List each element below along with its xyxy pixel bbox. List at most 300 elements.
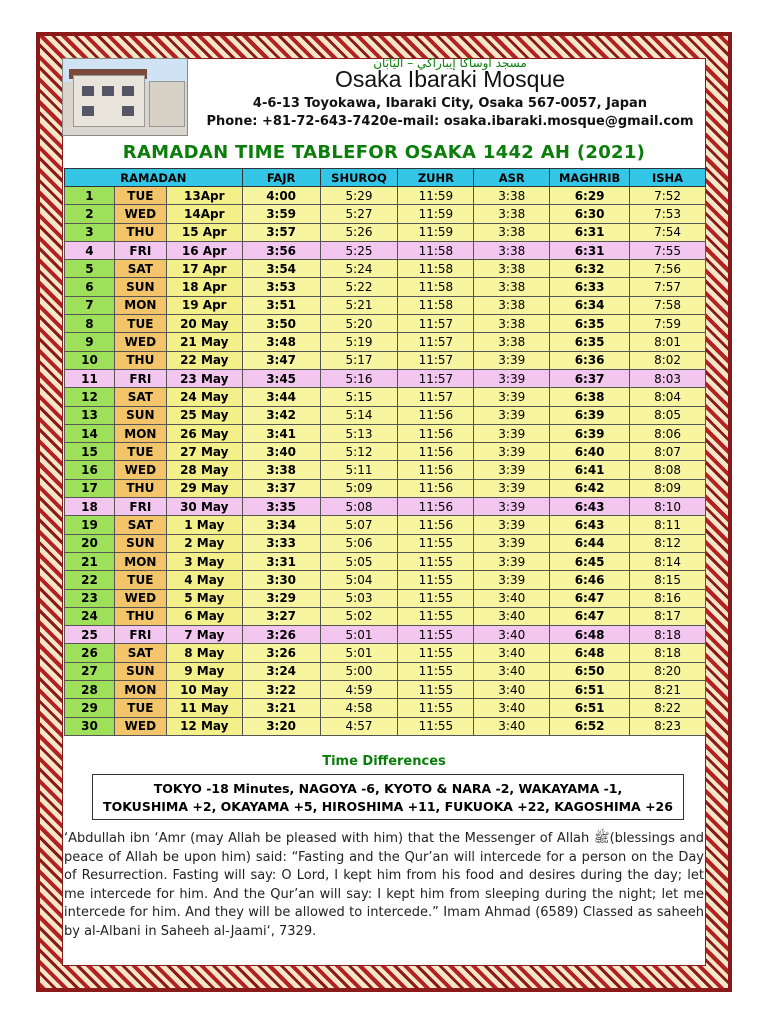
weekday: THU [114, 607, 166, 625]
table-row [65, 443, 706, 461]
day-number: 6 [65, 278, 115, 296]
weekday: FRI [114, 498, 166, 516]
isha-time: 8:08 [630, 461, 706, 479]
maghrib-time: 6:48 [550, 626, 630, 644]
timetable [64, 168, 706, 736]
weekday: MON [114, 296, 166, 314]
weekday: MON [114, 681, 166, 699]
isha-time: 8:01 [630, 333, 706, 351]
table-row [65, 681, 706, 699]
asr-time: 3:38 [474, 187, 550, 205]
maghrib-time: 6:47 [550, 589, 630, 607]
day-number: 8 [65, 315, 115, 333]
fajr-time: 3:59 [242, 205, 320, 223]
fajr-time: 3:38 [242, 461, 320, 479]
date: 26 May [166, 424, 242, 442]
weekday: TUE [114, 443, 166, 461]
zuhr-time: 11:55 [398, 681, 474, 699]
asr-time: 3:39 [474, 424, 550, 442]
asr-time: 3:40 [474, 626, 550, 644]
zuhr-time: 11:55 [398, 662, 474, 680]
maghrib-time: 6:39 [550, 424, 630, 442]
weekday: SUN [114, 406, 166, 424]
date: 7 May [166, 626, 242, 644]
day-number: 3 [65, 223, 115, 241]
fajr-time: 3:54 [242, 260, 320, 278]
weekday: SAT [114, 388, 166, 406]
shuroq-time: 4:58 [320, 699, 398, 717]
timetable-header-row [65, 169, 706, 187]
shuroq-time: 5:04 [320, 571, 398, 589]
day-number: 29 [65, 699, 115, 717]
shuroq-time: 4:57 [320, 717, 398, 735]
timetable-title: RAMADAN TIME TABLEFOR OSAKA 1442 AH (2021) [122, 142, 646, 163]
fajr-time: 3:21 [242, 699, 320, 717]
asr-time: 3:40 [474, 589, 550, 607]
maghrib-time: 6:38 [550, 388, 630, 406]
maghrib-time: 6:41 [550, 461, 630, 479]
maghrib-time: 6:52 [550, 717, 630, 735]
table-row [65, 351, 706, 369]
arabic-mosque-name: مسجد أوساكا إيباراكي – اليَابَان [373, 56, 527, 70]
shuroq-time: 5:17 [320, 351, 398, 369]
fajr-time: 3:50 [242, 315, 320, 333]
zuhr-time: 11:56 [398, 516, 474, 534]
header-zuhr: ZUHR [398, 169, 474, 187]
shuroq-time: 5:05 [320, 552, 398, 570]
fajr-time: 3:33 [242, 534, 320, 552]
date: 25 May [166, 406, 242, 424]
time-differences-title: Time Differences [322, 754, 446, 769]
table-row [65, 388, 706, 406]
table-row [65, 552, 706, 570]
isha-time: 8:10 [630, 498, 706, 516]
date: 20 May [166, 315, 242, 333]
asr-time: 3:39 [474, 571, 550, 589]
fajr-time: 3:30 [242, 571, 320, 589]
zuhr-time: 11:57 [398, 388, 474, 406]
isha-time: 8:11 [630, 516, 706, 534]
isha-time: 8:04 [630, 388, 706, 406]
date: 11 May [166, 699, 242, 717]
fajr-time: 3:45 [242, 369, 320, 387]
isha-time: 8:02 [630, 351, 706, 369]
table-row [65, 461, 706, 479]
fajr-time: 3:57 [242, 223, 320, 241]
day-number: 1 [65, 187, 115, 205]
shuroq-time: 5:09 [320, 479, 398, 497]
asr-time: 3:39 [474, 461, 550, 479]
day-number: 12 [65, 388, 115, 406]
day-number: 16 [65, 461, 115, 479]
weekday: FRI [114, 626, 166, 644]
timetable-body [65, 187, 706, 736]
shuroq-time: 5:29 [320, 187, 398, 205]
weekday: WED [114, 589, 166, 607]
weekday: WED [114, 333, 166, 351]
header-maghrib: MAGHRIB [550, 169, 630, 187]
maghrib-time: 6:39 [550, 406, 630, 424]
date: 19 Apr [166, 296, 242, 314]
hadith-text: ‘Abdullah ibn ‘Amr (may Allah be pleased with him) that the Messenger of Allah ﷺ(blessings and peace of Allah be upon him) said: “Fasting and the Qur’an will intercede for a person on the Day of Resurrection. Fasting will say: O Lord, I kept him from his food and desires during the day; let me intercede for him. And the Qur’an will say: I kept him from sleeping during the night; let me intercede for him. And they will be allowed to intercede.” Imam Ahmad (6589) Classed as saheeh by al-Albani in Saheeh al-Jaami‘, 7329. [64, 831, 704, 939]
isha-time: 8:23 [630, 717, 706, 735]
shuroq-time: 5:16 [320, 369, 398, 387]
asr-time: 3:40 [474, 662, 550, 680]
table-row [65, 296, 706, 314]
table-row [65, 498, 706, 516]
weekday: WED [114, 717, 166, 735]
date: 30 May [166, 498, 242, 516]
maghrib-time: 6:31 [550, 241, 630, 259]
shuroq-time: 5:25 [320, 241, 398, 259]
fajr-time: 3:40 [242, 443, 320, 461]
table-row [65, 333, 706, 351]
asr-time: 3:38 [474, 315, 550, 333]
table-row [65, 260, 706, 278]
date: 10 May [166, 681, 242, 699]
shuroq-time: 5:06 [320, 534, 398, 552]
date: 8 May [166, 644, 242, 662]
maghrib-time: 6:32 [550, 260, 630, 278]
isha-time: 8:16 [630, 589, 706, 607]
day-number: 17 [65, 479, 115, 497]
zuhr-time: 11:58 [398, 260, 474, 278]
weekday: FRI [114, 369, 166, 387]
zuhr-time: 11:58 [398, 278, 474, 296]
asr-time: 3:39 [474, 552, 550, 570]
day-number: 22 [65, 571, 115, 589]
header-shuroq: SHUROQ [320, 169, 398, 187]
date: 23 May [166, 369, 242, 387]
isha-time: 8:18 [630, 626, 706, 644]
weekday: TUE [114, 571, 166, 589]
shuroq-time: 5:11 [320, 461, 398, 479]
maghrib-time: 6:43 [550, 516, 630, 534]
asr-time: 3:39 [474, 369, 550, 387]
isha-time: 8:03 [630, 369, 706, 387]
table-row [65, 424, 706, 442]
zuhr-time: 11:55 [398, 644, 474, 662]
mosque-photo [62, 58, 188, 136]
isha-time: 8:18 [630, 644, 706, 662]
zuhr-time: 11:55 [398, 717, 474, 735]
table-row [65, 479, 706, 497]
date: 2 May [166, 534, 242, 552]
zuhr-time: 11:56 [398, 479, 474, 497]
fajr-time: 3:34 [242, 516, 320, 534]
date: 6 May [166, 607, 242, 625]
isha-time: 8:21 [630, 681, 706, 699]
maghrib-time: 6:33 [550, 278, 630, 296]
weekday: SUN [114, 278, 166, 296]
day-number: 9 [65, 333, 115, 351]
date: 15 Apr [166, 223, 242, 241]
zuhr-time: 11:57 [398, 315, 474, 333]
date: 27 May [166, 443, 242, 461]
day-number: 11 [65, 369, 115, 387]
fajr-time: 3:44 [242, 388, 320, 406]
fajr-time: 3:24 [242, 662, 320, 680]
day-number: 20 [65, 534, 115, 552]
shuroq-time: 5:21 [320, 296, 398, 314]
photo-building [73, 75, 145, 127]
day-number: 2 [65, 205, 115, 223]
asr-time: 3:39 [474, 516, 550, 534]
date: 18 Apr [166, 278, 242, 296]
weekday: THU [114, 351, 166, 369]
fajr-time: 3:42 [242, 406, 320, 424]
weekday: MON [114, 424, 166, 442]
table-row [65, 662, 706, 680]
table-row [65, 369, 706, 387]
day-number: 19 [65, 516, 115, 534]
maghrib-time: 6:35 [550, 333, 630, 351]
fajr-time: 3:41 [242, 424, 320, 442]
isha-time: 8:15 [630, 571, 706, 589]
zuhr-time: 11:56 [398, 461, 474, 479]
day-number: 25 [65, 626, 115, 644]
day-number: 24 [65, 607, 115, 625]
asr-time: 3:40 [474, 681, 550, 699]
table-row [65, 278, 706, 296]
maghrib-time: 6:42 [550, 479, 630, 497]
weekday: SAT [114, 644, 166, 662]
asr-time: 3:40 [474, 717, 550, 735]
zuhr-time: 11:55 [398, 571, 474, 589]
asr-time: 3:39 [474, 351, 550, 369]
day-number: 27 [65, 662, 115, 680]
date: 16 Apr [166, 241, 242, 259]
asr-time: 3:38 [474, 241, 550, 259]
maghrib-time: 6:35 [550, 315, 630, 333]
zuhr-time: 11:57 [398, 369, 474, 387]
date: 21 May [166, 333, 242, 351]
mosque-address: 4-6-13 Toyokawa, Ibaraki City, Osaka 567-0057, Japan [252, 96, 648, 111]
fajr-time: 3:37 [242, 479, 320, 497]
asr-time: 3:38 [474, 333, 550, 351]
isha-time: 8:05 [630, 406, 706, 424]
day-number: 14 [65, 424, 115, 442]
fajr-time: 3:31 [242, 552, 320, 570]
weekday: WED [114, 461, 166, 479]
date: 13Apr [166, 187, 242, 205]
fajr-time: 3:26 [242, 626, 320, 644]
time-differences-line: TOKYO -18 Minutes, NAGOYA -6, KYOTO & NARA -2, WAKAYAMA -1, [153, 781, 623, 796]
weekday: SAT [114, 260, 166, 278]
isha-time: 7:58 [630, 296, 706, 314]
weekday: THU [114, 223, 166, 241]
shuroq-time: 5:12 [320, 443, 398, 461]
shuroq-time: 5:20 [320, 315, 398, 333]
day-number: 21 [65, 552, 115, 570]
date: 17 Apr [166, 260, 242, 278]
weekday: TUE [114, 699, 166, 717]
maghrib-time: 6:46 [550, 571, 630, 589]
shuroq-time: 5:02 [320, 607, 398, 625]
maghrib-time: 6:45 [550, 552, 630, 570]
date: 3 May [166, 552, 242, 570]
isha-time: 8:07 [630, 443, 706, 461]
shuroq-time: 5:01 [320, 644, 398, 662]
shuroq-time: 5:19 [320, 333, 398, 351]
zuhr-time: 11:56 [398, 498, 474, 516]
day-number: 28 [65, 681, 115, 699]
day-number: 15 [65, 443, 115, 461]
table-row [65, 534, 706, 552]
maghrib-time: 6:48 [550, 644, 630, 662]
table-row [65, 223, 706, 241]
date: 29 May [166, 479, 242, 497]
zuhr-time: 11:55 [398, 607, 474, 625]
isha-time: 7:57 [630, 278, 706, 296]
maghrib-time: 6:36 [550, 351, 630, 369]
day-number: 30 [65, 717, 115, 735]
fajr-time: 4:00 [242, 187, 320, 205]
isha-time: 7:54 [630, 223, 706, 241]
asr-time: 3:40 [474, 644, 550, 662]
day-number: 23 [65, 589, 115, 607]
weekday: SUN [114, 662, 166, 680]
isha-time: 8:14 [630, 552, 706, 570]
table-row [65, 241, 706, 259]
asr-time: 3:39 [474, 406, 550, 424]
fajr-time: 3:56 [242, 241, 320, 259]
maghrib-time: 6:50 [550, 662, 630, 680]
asr-time: 3:40 [474, 607, 550, 625]
table-row [65, 644, 706, 662]
fajr-time: 3:22 [242, 681, 320, 699]
date: 9 May [166, 662, 242, 680]
zuhr-time: 11:57 [398, 351, 474, 369]
weekday: SAT [114, 516, 166, 534]
photo-window [102, 86, 114, 96]
isha-time: 8:06 [630, 424, 706, 442]
photo-window [122, 86, 134, 96]
isha-time: 7:52 [630, 187, 706, 205]
asr-time: 3:39 [474, 479, 550, 497]
table-row [65, 571, 706, 589]
fajr-time: 3:48 [242, 333, 320, 351]
time-differences-line: TOKUSHIMA +2, OKAYAMA +5, HIROSHIMA +11, FUKUOKA +22, KAGOSHIMA +26 [103, 799, 673, 814]
date: 4 May [166, 571, 242, 589]
header-fajr: FAJR [242, 169, 320, 187]
zuhr-time: 11:55 [398, 534, 474, 552]
zuhr-time: 11:58 [398, 241, 474, 259]
zuhr-time: 11:56 [398, 424, 474, 442]
maghrib-time: 6:47 [550, 607, 630, 625]
maghrib-time: 6:34 [550, 296, 630, 314]
date: 28 May [166, 461, 242, 479]
shuroq-time: 5:27 [320, 205, 398, 223]
table-row [65, 516, 706, 534]
isha-time: 8:09 [630, 479, 706, 497]
fajr-time: 3:35 [242, 498, 320, 516]
maghrib-time: 6:51 [550, 681, 630, 699]
zuhr-time: 11:58 [398, 296, 474, 314]
zuhr-time: 11:56 [398, 406, 474, 424]
weekday: TUE [114, 187, 166, 205]
fajr-time: 3:51 [242, 296, 320, 314]
date: 22 May [166, 351, 242, 369]
asr-time: 3:39 [474, 443, 550, 461]
fajr-time: 3:26 [242, 644, 320, 662]
asr-time: 3:38 [474, 223, 550, 241]
asr-time: 3:38 [474, 260, 550, 278]
asr-time: 3:39 [474, 388, 550, 406]
shuroq-time: 5:22 [320, 278, 398, 296]
zuhr-time: 11:55 [398, 626, 474, 644]
shuroq-time: 4:59 [320, 681, 398, 699]
header-ramadan: RAMADAN [65, 169, 243, 187]
table-row [65, 406, 706, 424]
zuhr-time: 11:59 [398, 205, 474, 223]
maghrib-time: 6:31 [550, 223, 630, 241]
table-row [65, 205, 706, 223]
shuroq-time: 5:13 [320, 424, 398, 442]
date: 14Apr [166, 205, 242, 223]
weekday: THU [114, 479, 166, 497]
asr-time: 3:40 [474, 699, 550, 717]
time-differences-box [92, 774, 684, 820]
asr-time: 3:39 [474, 534, 550, 552]
date: 5 May [166, 589, 242, 607]
isha-time: 7:56 [630, 260, 706, 278]
isha-time: 8:17 [630, 607, 706, 625]
shuroq-time: 5:08 [320, 498, 398, 516]
isha-time: 8:22 [630, 699, 706, 717]
photo-neighbor-building [149, 81, 185, 127]
zuhr-time: 11:59 [398, 187, 474, 205]
asr-time: 3:38 [474, 205, 550, 223]
day-number: 13 [65, 406, 115, 424]
photo-window [82, 106, 94, 116]
weekday: FRI [114, 241, 166, 259]
shuroq-time: 5:00 [320, 662, 398, 680]
fajr-time: 3:53 [242, 278, 320, 296]
day-number: 18 [65, 498, 115, 516]
fajr-time: 3:27 [242, 607, 320, 625]
day-number: 26 [65, 644, 115, 662]
date: 1 May [166, 516, 242, 534]
maghrib-time: 6:29 [550, 187, 630, 205]
shuroq-time: 5:01 [320, 626, 398, 644]
zuhr-time: 11:55 [398, 589, 474, 607]
zuhr-time: 11:59 [398, 223, 474, 241]
shuroq-time: 5:03 [320, 589, 398, 607]
shuroq-time: 5:26 [320, 223, 398, 241]
fajr-time: 3:29 [242, 589, 320, 607]
asr-time: 3:38 [474, 296, 550, 314]
isha-time: 7:53 [630, 205, 706, 223]
zuhr-time: 11:57 [398, 333, 474, 351]
day-number: 7 [65, 296, 115, 314]
maghrib-time: 6:43 [550, 498, 630, 516]
isha-time: 7:59 [630, 315, 706, 333]
zuhr-time: 11:55 [398, 699, 474, 717]
header-asr: ASR [474, 169, 550, 187]
table-row [65, 717, 706, 735]
fajr-time: 3:20 [242, 717, 320, 735]
day-number: 4 [65, 241, 115, 259]
shuroq-time: 5:15 [320, 388, 398, 406]
table-row [65, 626, 706, 644]
weekday: MON [114, 552, 166, 570]
zuhr-time: 11:56 [398, 443, 474, 461]
table-row [65, 589, 706, 607]
isha-time: 8:12 [630, 534, 706, 552]
day-number: 5 [65, 260, 115, 278]
day-number: 10 [65, 351, 115, 369]
